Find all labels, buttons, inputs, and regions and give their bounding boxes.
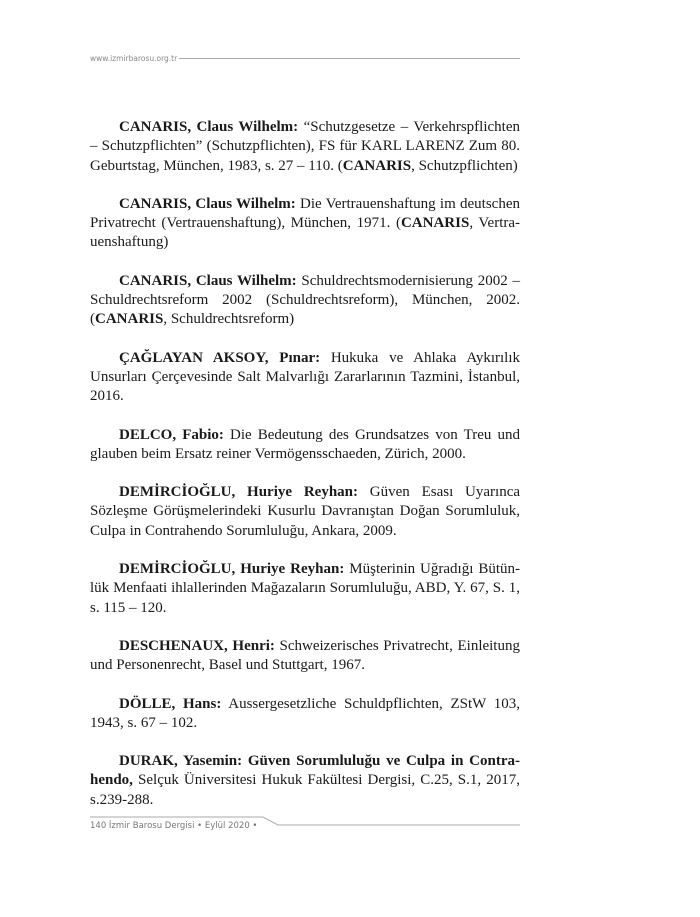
- entry-text: , Schutzpflichten): [411, 157, 518, 174]
- entry-bold-text: DEMİRCİOĞLU, Huriye Reyhan:: [119, 484, 359, 501]
- bibliography-entry: [90, 752, 520, 810]
- entry-text: Die Bedeutung des Grundsatzes von Treu und glauben beim Ersatz reiner Vermögensschaeden, Zürich, 2000.: [90, 426, 520, 462]
- entry-bold-text: CANARIS: [400, 215, 470, 232]
- entry-text: Müşterinin Uğradığı Bütünlük Menfaati ihlallerinden Mağazaların Sorumluluğu, ABD, Y. 67, S. 1, s. 115 – 120.: [90, 561, 521, 616]
- entry-text: Aussergesetzliche Schuldpflichten, ZStW 103, 1943, s. 67 – 102.: [90, 695, 520, 731]
- entry-bold-text: DELCO, Fabio:: [119, 426, 224, 443]
- entry-text: Güven Esası Uyarınca Sözleşme Görüşmelerindeki Kusurlu Davranıştan Doğan Sorumluluk, Culpa in Contrahendo Sorumluluğu, Ankara, 2009.: [90, 484, 521, 539]
- entry-bold-text: ÇAĞLAYAN AKSOY, Pınar:: [119, 349, 321, 366]
- entry-bold-text: DURAK, Yasemin: Güven Sorumluluğu ve Culpa in Contrahendo,: [90, 753, 520, 789]
- entry-text: , Vertrauenshaftung): [90, 215, 521, 251]
- entry-bold-text: CANARIS: [95, 311, 164, 328]
- entry-bold-text: DEMİRCİOĞLU, Huriye Reyhan:: [119, 561, 345, 578]
- footer-text: 140 İzmir Barosu Dergisi • Eylül 2020 •: [90, 821, 258, 832]
- entry-text: Schweizerisches Privatrecht, Einleitung und Personenrecht, Basel und Stuttgart, 1967.: [90, 637, 520, 674]
- bibliography-entry: [90, 349, 520, 407]
- entry-text: Die Vertrauenshaftung im deutschen Privatrecht (Vertrauenshaftung), München, 1971. (: [90, 195, 520, 232]
- entry-text: Hukuka ve Ahlaka Aykırılık Unsurları Çerçevesinde Salt Malvarlığı Zararlarının Tazmini, İstanbul, 2016.: [90, 349, 520, 405]
- page-body: [90, 118, 520, 836]
- entry-text: “Schutzgesetze – Verkehrspflichten – Schutzpflichten” (Schutzpflichten), FS für KARL LARENZ Zum 80. Geburtstag, München, 1983, s. 27 – 110. (: [90, 119, 520, 174]
- bibliography-entry: [90, 695, 520, 734]
- bibliography-entry: [90, 272, 520, 330]
- entry-bold-text: DÖLLE, Hans:: [119, 695, 222, 712]
- entry-text: Schuldrechtsmodernisierung 2002 – Schuldrechtsreform 2002 (Schuldrechtsreform), München, 2002. (: [90, 272, 520, 328]
- bibliography-entry: [90, 637, 520, 676]
- entry-text: , Schuldrechtsreform): [163, 311, 295, 328]
- header-url: www.izmirbarosu.org.tr: [90, 54, 178, 63]
- bibliography-entry: [90, 483, 520, 541]
- entry-bold-text: CANARIS: [342, 157, 412, 174]
- page-header: [90, 54, 520, 63]
- entry-bold-text: CANARIS, Claus Wilhelm:: [119, 119, 299, 135]
- header-rule: [179, 58, 520, 59]
- page-footer: [90, 816, 520, 836]
- entry-bold-text: DESCHENAUX, Henri:: [119, 637, 275, 654]
- entry-text: Selçuk Üniversitesi Hukuk Fakültesi Dergisi, C.25, S.1, 2017, s.239-288.: [90, 772, 520, 808]
- bibliography-list: [90, 118, 520, 810]
- bibliography-entry: [90, 195, 520, 253]
- entry-bold-text: CANARIS, Claus Wilhelm:: [119, 272, 297, 289]
- bibliography-entry: [90, 118, 520, 176]
- bibliography-entry: [90, 560, 520, 618]
- bibliography-entry: [90, 426, 520, 465]
- entry-bold-text: CANARIS, Claus Wilhelm:: [119, 195, 296, 212]
